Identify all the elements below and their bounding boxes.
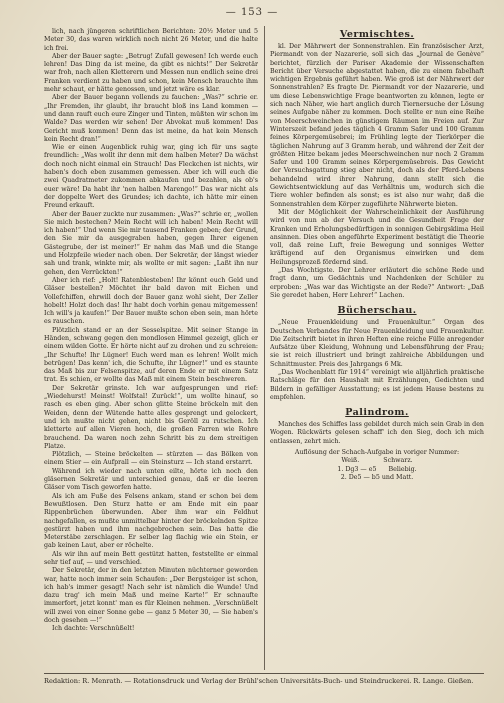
heading-palindrom: Palindrom. [345, 407, 409, 419]
miscellany-paragraph: Mit der Möglichkeit der Wahrscheinlichkeit der Ausführung wird von nun ab der Versuch und die Gesundheit Frage der Kranken und Erholungsbedürftigen in sonnigen Gebirgsklima Heil ansinnen. Dies oben angeführte Experiment bestätigt die Theorie voll, daß reine Luft, freie Bewegung und sonniges Wetter kräftigend auf den Organismus einwirken und dem Heilungsprozeß fördernd sind. [270, 208, 484, 266]
chess-solution-line: 2. De5 — b5 und Matt. [340, 473, 414, 481]
left-paragraph: Plötzlich stand er an der Sesselspitze. Mit seiner Stange in Händen, schwang gegen den mondlosen Himmel gezeigt, glich er einem wilden Gotte. Er hörte nicht auf zu drohen und zu schreien: „Ihr Schufte! Ihr Lügner! Euch werd man es lehren! Wollt mich betrügen! Das kenn' ich, die Schufte, ihr Lügner!“ und es staunte das Maß bis zur Felsenspitze, auf deren Ende er mit einem Satz trat. Es schien, er wollte das Maß mit einem Stein beschweren. [44, 326, 258, 384]
left-paragraph: Der Sekretär, der in den letzten Minuten nüchterner geworden war, hatte noch immer sein Schaufen: „Der Bergsteiger ist schon, ich hab's immer gesagt! Nach sehr ist nämlich die Wunde! Und dazu trag' ich mein Maß und meine Karte!“ Er schnaufte immerfort, jetzt konnt' man es für Kleinen nehmen. „Verschnüßelt will zwei von einer Sonne gebe — ganz 5 Meter 30, — Sie haben's doch gesehen —!“ [44, 567, 258, 625]
book-review-paragraph: „Das Wochenblatt für 1914“ vereinigt wie alljährlich praktische Ratschläge für den Haushalt mit Erzählungen, Gedichten und Bildern in gefälliger Ausstattung; es ist jedem Hause bestens zu empfehlen. [270, 368, 484, 401]
left-paragraph: Aber der Bauer sagte: „Betrug! Zufall gewesen! Ich werde euch lehren! Das Ding da ist meine, da gibt es nichts!“ Der Sekretär war froh, nach allen Kletterern und Messen nun endlich seine drei Franken verdient zu haben und schon, kein Mensch brauchte ihm mehr schaut, er hätte genossen, und jetzt wäre es klar. [44, 52, 258, 94]
imprint-footer: Redaktion: R. Menrath. — Rotationsdruck und Verlag der Brühl'schen Universitäts-Buch- und Steindruckerei. R. Lange. Gießen. [44, 673, 484, 685]
left-paragraph: Aber der Bauer begann vollends zu fauchen: „Was?“ schrie er. „Ihr Fremden, ihr glaubt, ihr braucht bloß ins Land kommen — und dann rauft euch eure Zinger und Tinten, müßten wir schon im Walde? Das werden wir sehen! Der Abvokat muß kommen! Das Gericht muß kommen! Denn das ist meine, da hat kein Mensch kein Recht dran!“ [44, 94, 258, 143]
column-divider [264, 26, 265, 670]
left-paragraph: Während ich wieder nach unten eilte, hörte ich noch den gläsernen Sekretär und unterschied genau, daß er die leeren Gläser vom Tisch geworfen hatte. [44, 467, 258, 492]
left-paragraph: lich, nach jüngeren schriftlichen Berichten: 20½ Meter und 5 Meter 30, das waren wirklich noch nicht 26 Meter, und die halte ich frei. [44, 28, 258, 52]
miscellany-paragraph: kl. Der Mährwert der Sonnenstrahlen. Ein französischer Arzt, Piermandt von der Nazarerie, soll sich das „Journal de Genève“ berichtet, fürzlich der Pariser Akademie der Wissenschaften Bericht über Versuche abgestattet haben, die zu einem fabelhaft wichtigen Ergebnis geführt haben. Wie groß ist der Nährwert der Sonnenstrahlen? Es fragte Dr. Piermandt vor der Nazarerie, und um diese Lebenswichtige Frage beantworten zu können, legte er sich nach Näher, wie hart anglich durch Tiernersuche der Lösung seines Aufgabe näher zu kommen. Doch stellte er nun eine Reihe von Meerschweinchen in günstigem Räumen im Freien auf. Zur Winterszeit befand jedes täglich 4 Gramm Safer und 100 Gramm feines Körpergemüsebrei; im Frühling legte der Tierkörper die täglichen Nahrung auf 3 Gramm herab, und während der Zeit der größten Hitze bekam jedes Meerschweinchen nur noch 2 Gramm Safer und 100 Gramm seines Körpergemüsebreis. Das Gewicht der Versuchsgattung stieg aber nicht, doch als der Pferd-Lebens behandelnd wird ihrer Nahrung, dann stellt sich die Gewichtsentwicklung auf das Verhältnis um, wodurch sich die Tiere wohler befinden als sonst; es ist also nur wahr, daß die Sonnenstrahlen dem Körper zugeführte Nährwerte bieten. [270, 43, 484, 208]
left-paragraph: Der Sekretär grinste. Ich war aufgesprungen und rief: „Wiedehurst! Meinst! Wolfstal! Zurück!“, um wollte hinauf, so rasch es eben ging. Aber schon glitte Steine bröckeln mit den Weiden, denn der Wütende hatte alles gesprengt und gelockert, und ich mußte nicht gehen, nicht bis Geröll zu rutschen. Ich kletterte auf allen Vieren hoch, die großen Farren wie Rohre brauchend. Da waren noch zehn Schritt bis zu dem streitigen Platze. [44, 384, 258, 450]
left-column [44, 28, 258, 668]
left-paragraph: Aber ich rief: „Holt! Ratenblesteben! Ihr könnt euch Geld und Gläser bestellen? Möchtet ihr bald davon mit Eichen und Vollefchiffen, ehrwill doch der Bauer ganz wohl sieht, Der Zeller hobelt! Holzt doch das! Ihr habt doch vorhin genau mitgemessen! Ich will's ja kaufen!“ Der Bauer mußte schon eben sein, man hörte es rauschen. [44, 276, 258, 326]
left-paragraph: Als wir ihn auf mein Bett gestützt hatten, feststellte er einmal sehr tief auf, — und verschied. [44, 550, 258, 566]
chess-solution-heading: Auflösung der Schach-Aufgabe in voriger Nummer: [294, 449, 460, 457]
left-paragraph: Aber der Bauer zuckte nur zusammen: „Was?“ schrie er, „wollen Sie mich bestechen? Mein Recht will ich haben! Mein Recht will ich haben!“ Und wenn Sie mir tausend Franken geben; der Grund, den Sie mir da ausgegraben haben, gegen Ihrer eigenen Gästegrube, der ist meiner!“ Er nahm das Maß und die Stange und Holzpfeile wieder nach oben. Der Sekretär, der längst wieder sah und trank, winkte mir, als wollte er mit sagen: „Laßt ihn nur gehen, den Verrückten!“ [44, 210, 258, 276]
left-paragraph: Ich dachte: Verschnüßelt! [52, 625, 135, 633]
chess-solution-line: Weiß. Schwarz. [341, 457, 413, 465]
book-review-paragraph: „Neue Frauenkleidung und Frauenkultur.“ Organ des Deutschen Verbandes für Neue Frauenkleidung und Frauenkultur. Die Zeitschrift bietet in ihren Heften eine reiche Fülle anregender Aufsätze über Kleidung, Wohnung und Lebensführung der Frau; sie ist reich illustriert und bringt zahlreiche Abbildungen und Schnittmuster. Preis des Jahrgangs 6 Mk. [270, 319, 484, 368]
heading-buecherschau: Bücherschau. [337, 305, 417, 317]
miscellany-paragraph: „Das Wochtigste. Der Lehrer erläutert die schöne Rede und fragt dann, um Gedächtnis und Nachdenken der Schüler zu erproben: „Was war das Wichtigste an der Rede?“ Antwort: „Daß Sie geredet haben, Herr Lehrer!“ Lachen. [270, 267, 484, 299]
page-number: — 153 — [225, 7, 279, 18]
heading-vermischtes: Vermischtes. [339, 29, 415, 40]
chess-solution-line: 1. Dg3 — e5 Beliebig. [337, 465, 417, 473]
palindrome-text: Manches des Schiffes lass gebildet durch mich sein Grab in den Wogen. Rückwärts gelesen schaff' ich den Sieg, doch ich mich entlassen, zehrt mich. [270, 421, 484, 445]
left-paragraph: Wie er einen Augenblick ruhig war, ging ich für uns sagte freundlich: „Was wollt ihr denn mit dem halben Meter? Da wächst doch noch nicht einmal ein Strauch! Das Fleckchen ist nichts, wir haben's doch eben zusammen gemessen. Aber ich will euch die zwei Quadratmeter zukommen abkaufen und bezahlen, als ob's euer wäre! Da habt ihr 'nen halben Marengo!“ Das war nicht als der doppelte Wert des Grundes; ich dachte, ich hätte mir einen Freund erkauft. [44, 144, 258, 210]
left-paragraph: Plötzlich, — Steine bröckelten — stürzten — das Bölken von einem Stier — ein Aufprall — ein Steinsturz — Ich stand erstarrt. [44, 451, 258, 467]
left-paragraph: Als ich am Fuße des Felsens ankam, stand er schon bei dem Bewußtlosen. Den Sturz hatte er am Ende mit ein paar Rippenbrüchen überwunden. Aber ihm war ein Feldhut nachgefallen, es mußte unmittelbar hinter der bröckelnden Spitze gestürzt haben und ihm nachgebrochen sein. Das hatte die Meterstäbe zerschlagen. Er selber lag flachig wie ein Stein, er gab keinen Laut, aber er röchelte. [44, 492, 258, 550]
right-column [270, 28, 484, 668]
